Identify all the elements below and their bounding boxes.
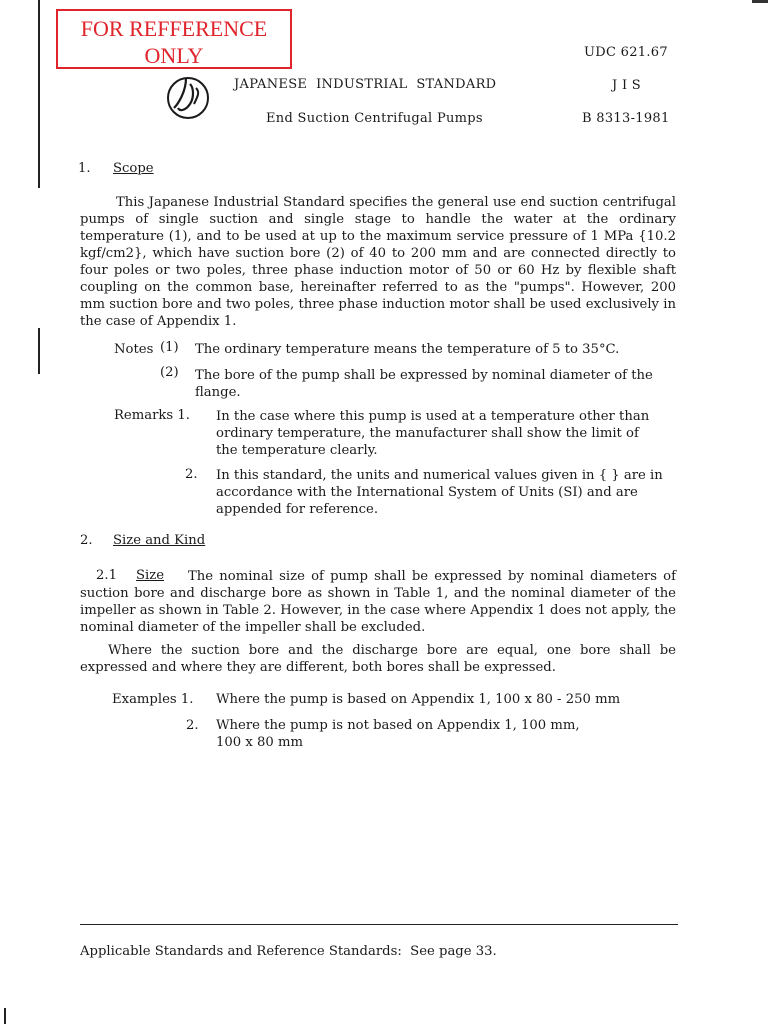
note-2-mark: (2) (160, 365, 179, 380)
note-2-text: The bore of the pump shall be expressed by nominal diameter of the flange. (195, 368, 653, 400)
footer-reference: Applicable Standards and Reference Standards: See page 33. (80, 944, 497, 959)
remark-2-text: In this standard, the units and numerical values given in { } are in accordance with the International System of Units (SI) and are appended for reference. (216, 468, 663, 517)
corner-mark (752, 0, 768, 3)
section-1-number: 1. (78, 161, 91, 176)
section-1-heading: Scope (113, 161, 154, 176)
remarks-label: Remarks 1. (114, 408, 190, 423)
stamp-line-2: ONLY (144, 43, 204, 68)
note-1-text: The ordinary temperature means the temperature of 5 to 35°C. (195, 342, 620, 357)
jis-mark: J I S (612, 78, 642, 93)
stamp-line-1: FOR REFFERENCE (80, 16, 268, 41)
margin-line-middle (38, 328, 40, 374)
example-2-line-2: 100 x 80 mm (216, 735, 303, 750)
note-1-mark: (1) (160, 340, 179, 355)
jis-logo-icon (164, 74, 212, 122)
bore-paragraph: Where the suction bore and the discharge bore are equal, one bore shall be expressed and where they are different, both bores shall be expressed. (80, 643, 676, 675)
section-2-heading: Size and Kind (113, 533, 206, 548)
standard-org: JAPANESE INDUSTRIAL STANDARD (234, 77, 497, 92)
example-2-number: 2. (186, 718, 199, 733)
remark-1-text: In the case where this pump is used at a temperature other than ordinary temperature, the manufacturer shall show the limit of the temperature clearly. (216, 409, 650, 458)
document-title: End Suction Centrifugal Pumps (266, 111, 483, 126)
example-2-line-1: Where the pump is not based on Appendix 1, 100 mm, (216, 718, 580, 733)
standard-number: B 8313-1981 (582, 111, 670, 126)
examples-label: Examples 1. (112, 692, 194, 707)
remark-2-number: 2. (185, 467, 198, 482)
reference-stamp (56, 9, 292, 69)
footer-rule (80, 924, 678, 925)
scope-paragraph: This Japanese Industrial Standard specifies the general use end suction centrifugal pumps of single suction and single stage to handle the water at the ordinary temperature (1), and to be used at up to the maximum service pressure of 1 MPa {10.2 kgf/cm2}, which have suction bore (2) of 40 to 200 mm and are connected directly to four poles or two poles, three phase induction motor of 50 or 60 Hz by flexible shaft coupling on the common base, hereinafter referred to as the "pumps". However, 200 mm suction bore and two poles, three phase induction motor shall be used exclusively in the case of Appendix 1. (80, 195, 676, 329)
margin-line-bottom (4, 1008, 6, 1024)
size-paragraph: The nominal size of pump shall be expressed by nominal diameters of suction bore and discharge bore as shown in Table 1, and the nominal diameter of the impeller as shown in Table 2. However, in the case where Appendix 1 does not apply, the nominal diameter of the impeller shall be excluded. (80, 569, 676, 635)
margin-line-top (38, 0, 40, 188)
udc-number: UDC 621.67 (584, 45, 668, 60)
section-2-number: 2. (80, 533, 93, 548)
subsection-2-1-heading: Size (136, 568, 165, 583)
subsection-2-1-number: 2.1 (96, 568, 117, 583)
example-1-text: Where the pump is based on Appendix 1, 100 x 80 - 250 mm (216, 692, 621, 707)
notes-label: Notes (114, 342, 154, 357)
